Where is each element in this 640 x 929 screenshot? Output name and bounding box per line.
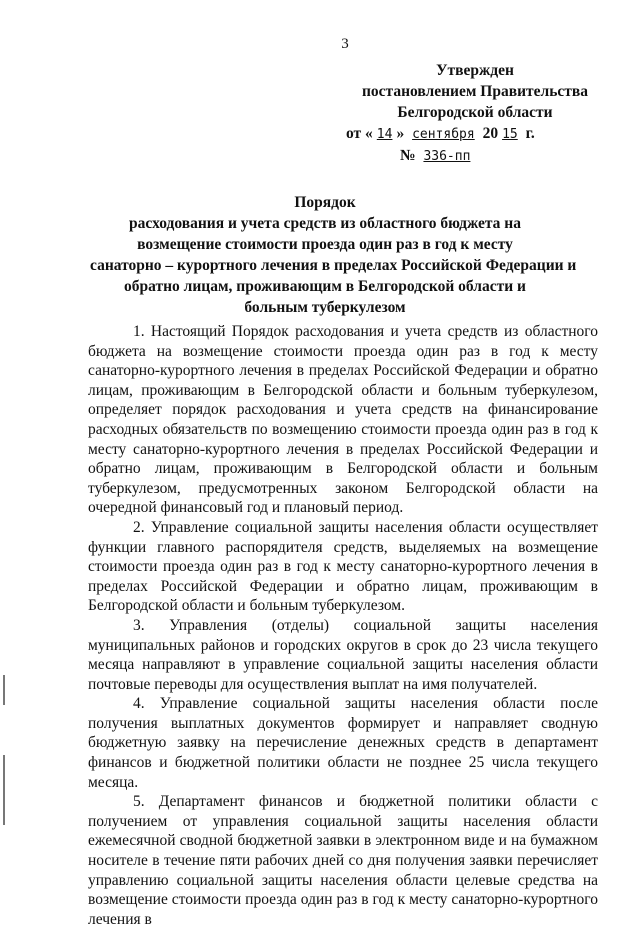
document-body: [88, 322, 598, 929]
date-mid: »: [396, 125, 405, 142]
title-line-3: возмещение стоимости проезда один раз в год к месту: [137, 236, 513, 253]
page-number: 3: [341, 36, 349, 52]
date-year: 15: [502, 127, 518, 142]
approval-number: [330, 145, 620, 167]
number-value: 336-пп: [423, 149, 471, 164]
approval-stamp: [330, 60, 620, 167]
approval-line-3: Белгородской области: [397, 104, 553, 121]
date-prefix: от «: [346, 125, 373, 142]
title-line-1: Порядок: [294, 194, 356, 211]
document-title: [90, 192, 577, 318]
paragraph-3: 3. Управления (отделы) социальной защиты населения муниципальных районов и городских округов в срок до 23 числа текущего месяца направляют в управление социальной защиты населения области почтовые переводы для осуществления выплат на имя получателей.: [88, 616, 598, 693]
date-day: 14: [376, 127, 393, 142]
title-line-4: санаторно – курортного лечения в пределах Российской Федерации и: [90, 257, 577, 274]
paragraph-1: 1. Настоящий Порядок расходования и учета средств из областного бюджета на возмещение стоимости проезда один раз в год к месту санаторно-курортного лечения в пределах Российской Федерации и обратно лицам, проживающим в Белгородской области и больным туберкулезом, определяет порядок расходования и учета средств на финансирование расходных обязательств по возмещению стоимости проезда один раз в год к месту санаторно-курортного лечения в пределах Российской Федерации и обратно лицам, проживающим в Белгородской области и больным туберкулезом, предусмотренных законом Белгородской области на очередной финансовый год и плановый период.: [88, 323, 598, 517]
paragraph-4: 4. Управление социальной защиты населения области после получения выплатных документов формирует и направляет сводную бюджетную заявку на перечисление денежных средств в департамент финансов и бюджетной политики области не позднее 25 числа текущего месяца.: [88, 695, 598, 791]
title-line-5: обратно лицам, проживающим в Белгородской области и: [124, 278, 526, 295]
paragraph-5: 5. Департамент финансов и бюджетной политики области с получением от управления социальной защиты населения области ежемесячной сводной бюджетной заявки в электронном виде и на бумажном носителе в течение пяти рабочих дней со дня получения заявки перечисляет управлению социальной защиты населения области целевые средства на возмещение стоимости проезда один раз в год к месту санаторно-курортного лечения в: [88, 793, 598, 928]
approval-line-2: постановлением Правительства: [361, 83, 589, 100]
number-label: №: [400, 147, 416, 164]
date-year-prefix: 20: [482, 125, 499, 142]
title-line-6: больным туберкулезом: [244, 299, 406, 316]
date-suffix: г.: [525, 125, 535, 142]
paragraph-2: 2. Управление социальной защиты населения области осуществляет функции главного распорядителя средств, выделяемых на возмещение стоимости проезда один раз в год к месту санаторно-курортного лечения в пределах Российской Федерации и обратно лицам, проживающим в Белгородской области и больным туберкулезом.: [88, 518, 598, 615]
approval-line-1: Утвержден: [436, 62, 514, 79]
scan-margin-mark: [3, 755, 5, 825]
title-line-2: расходования и учета средств из областного бюджета на: [129, 215, 521, 232]
approval-date: [330, 123, 620, 145]
scan-margin-mark: [3, 675, 5, 705]
date-month: сентября: [412, 127, 475, 142]
